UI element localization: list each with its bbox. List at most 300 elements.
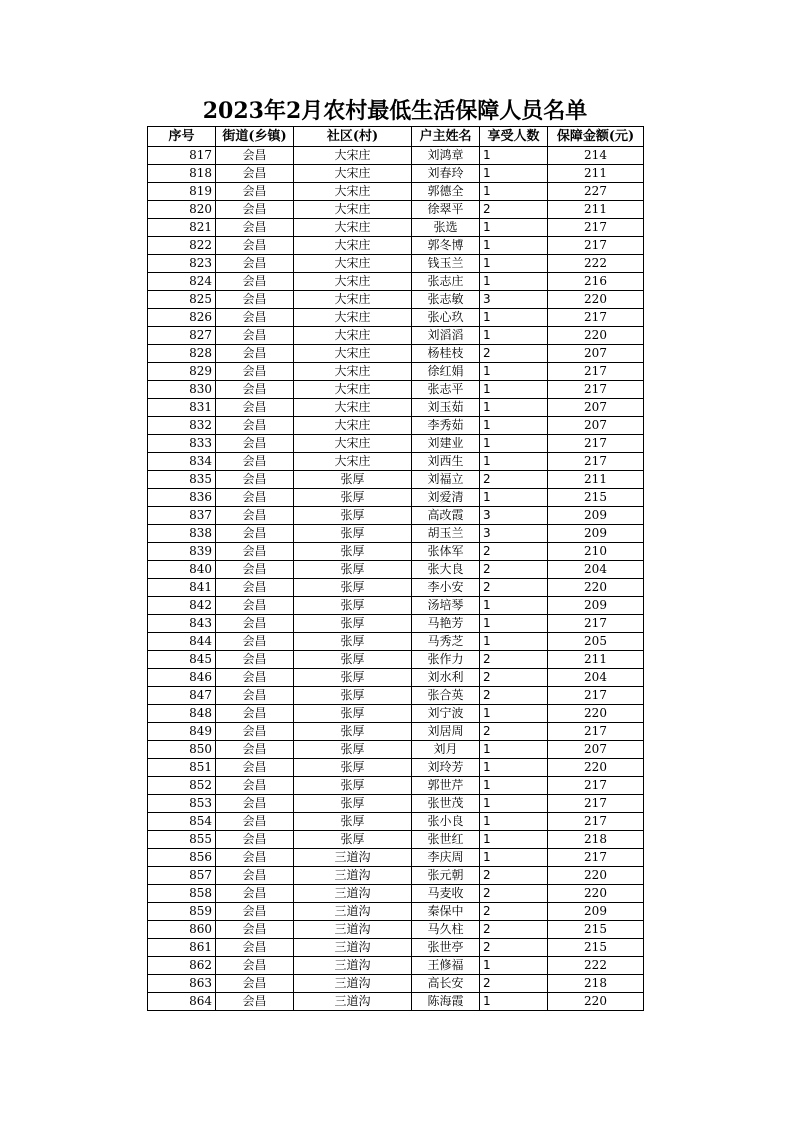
cell-street: 会昌 xyxy=(216,399,294,417)
cell-count: 1 xyxy=(480,993,548,1011)
cell-amount: 217 xyxy=(548,219,644,237)
cell-seq: 849 xyxy=(148,723,216,741)
cell-street: 会昌 xyxy=(216,921,294,939)
table-row xyxy=(148,795,644,813)
cell-name: 刘福立 xyxy=(412,471,480,489)
cell-seq: 834 xyxy=(148,453,216,471)
cell-amount: 214 xyxy=(548,147,644,165)
cell-amount: 217 xyxy=(548,777,644,795)
cell-village: 张厚 xyxy=(294,561,412,579)
cell-count: 1 xyxy=(480,831,548,849)
cell-seq: 843 xyxy=(148,615,216,633)
cell-amount: 220 xyxy=(548,327,644,345)
table-row xyxy=(148,471,644,489)
table-row xyxy=(148,381,644,399)
cell-village: 张厚 xyxy=(294,615,412,633)
cell-amount: 211 xyxy=(548,471,644,489)
cell-name: 高长安 xyxy=(412,975,480,993)
cell-count: 1 xyxy=(480,705,548,723)
cell-name: 刘滔滔 xyxy=(412,327,480,345)
table-row xyxy=(148,507,644,525)
cell-name: 刘水利 xyxy=(412,669,480,687)
cell-street: 会昌 xyxy=(216,165,294,183)
table-row xyxy=(148,579,644,597)
cell-amount: 211 xyxy=(548,165,644,183)
cell-amount: 220 xyxy=(548,705,644,723)
cell-street: 会昌 xyxy=(216,705,294,723)
table-row xyxy=(148,561,644,579)
table-row xyxy=(148,939,644,957)
cell-name: 张志敏 xyxy=(412,291,480,309)
cell-village: 三道沟 xyxy=(294,885,412,903)
cell-count: 2 xyxy=(480,723,548,741)
table-row xyxy=(148,255,644,273)
cell-village: 大宋庄 xyxy=(294,201,412,219)
cell-count: 1 xyxy=(480,273,548,291)
cell-village: 大宋庄 xyxy=(294,345,412,363)
cell-village: 张厚 xyxy=(294,831,412,849)
cell-amount: 217 xyxy=(548,309,644,327)
table-row xyxy=(148,201,644,219)
cell-amount: 217 xyxy=(548,237,644,255)
cell-street: 会昌 xyxy=(216,849,294,867)
cell-seq: 835 xyxy=(148,471,216,489)
cell-seq: 853 xyxy=(148,795,216,813)
cell-street: 会昌 xyxy=(216,543,294,561)
cell-name: 刘建业 xyxy=(412,435,480,453)
cell-seq: 855 xyxy=(148,831,216,849)
cell-amount: 220 xyxy=(548,885,644,903)
cell-count: 2 xyxy=(480,903,548,921)
cell-village: 三道沟 xyxy=(294,903,412,921)
cell-village: 三道沟 xyxy=(294,867,412,885)
cell-count: 2 xyxy=(480,651,548,669)
cell-amount: 204 xyxy=(548,561,644,579)
cell-name: 郭世芹 xyxy=(412,777,480,795)
cell-seq: 817 xyxy=(148,147,216,165)
table-row xyxy=(148,759,644,777)
cell-amount: 220 xyxy=(548,867,644,885)
cell-name: 钱玉兰 xyxy=(412,255,480,273)
cell-amount: 205 xyxy=(548,633,644,651)
cell-village: 大宋庄 xyxy=(294,399,412,417)
cell-seq: 818 xyxy=(148,165,216,183)
cell-name: 张体军 xyxy=(412,543,480,561)
table-row xyxy=(148,921,644,939)
cell-seq: 839 xyxy=(148,543,216,561)
cell-seq: 829 xyxy=(148,363,216,381)
cell-count: 1 xyxy=(480,453,548,471)
cell-street: 会昌 xyxy=(216,237,294,255)
cell-name: 刘春玲 xyxy=(412,165,480,183)
cell-amount: 211 xyxy=(548,201,644,219)
table-row xyxy=(148,633,644,651)
cell-amount: 217 xyxy=(548,615,644,633)
table-row xyxy=(148,723,644,741)
cell-count: 1 xyxy=(480,399,548,417)
cell-name: 郭冬博 xyxy=(412,237,480,255)
cell-street: 会昌 xyxy=(216,795,294,813)
cell-amount: 207 xyxy=(548,417,644,435)
cell-street: 会昌 xyxy=(216,579,294,597)
cell-count: 1 xyxy=(480,759,548,777)
header-name: 户主姓名 xyxy=(412,127,480,147)
cell-street: 会昌 xyxy=(216,633,294,651)
cell-seq: 837 xyxy=(148,507,216,525)
cell-street: 会昌 xyxy=(216,939,294,957)
cell-name: 张志平 xyxy=(412,381,480,399)
cell-amount: 211 xyxy=(548,651,644,669)
cell-street: 会昌 xyxy=(216,903,294,921)
cell-name: 胡玉兰 xyxy=(412,525,480,543)
cell-village: 大宋庄 xyxy=(294,147,412,165)
cell-count: 3 xyxy=(480,525,548,543)
cell-street: 会昌 xyxy=(216,741,294,759)
table-row xyxy=(148,309,644,327)
cell-seq: 836 xyxy=(148,489,216,507)
cell-amount: 217 xyxy=(548,435,644,453)
cell-street: 会昌 xyxy=(216,723,294,741)
cell-village: 大宋庄 xyxy=(294,219,412,237)
cell-village: 张厚 xyxy=(294,633,412,651)
cell-village: 张厚 xyxy=(294,471,412,489)
cell-name: 刘玲芳 xyxy=(412,759,480,777)
cell-amount: 220 xyxy=(548,291,644,309)
cell-village: 张厚 xyxy=(294,651,412,669)
cell-village: 张厚 xyxy=(294,705,412,723)
cell-street: 会昌 xyxy=(216,489,294,507)
cell-street: 会昌 xyxy=(216,867,294,885)
cell-village: 张厚 xyxy=(294,525,412,543)
cell-seq: 842 xyxy=(148,597,216,615)
header-street: 街道(乡镇) xyxy=(216,127,294,147)
table-row xyxy=(148,327,644,345)
cell-village: 大宋庄 xyxy=(294,309,412,327)
cell-village: 张厚 xyxy=(294,489,412,507)
cell-amount: 217 xyxy=(548,687,644,705)
cell-count: 1 xyxy=(480,327,548,345)
cell-street: 会昌 xyxy=(216,255,294,273)
cell-seq: 848 xyxy=(148,705,216,723)
cell-amount: 227 xyxy=(548,183,644,201)
cell-count: 1 xyxy=(480,489,548,507)
cell-name: 陈海霞 xyxy=(412,993,480,1011)
cell-village: 大宋庄 xyxy=(294,435,412,453)
table-row xyxy=(148,705,644,723)
cell-name: 刘西生 xyxy=(412,453,480,471)
cell-count: 1 xyxy=(480,309,548,327)
cell-seq: 826 xyxy=(148,309,216,327)
cell-street: 会昌 xyxy=(216,525,294,543)
table-row xyxy=(148,453,644,471)
cell-village: 三道沟 xyxy=(294,921,412,939)
cell-name: 刘居周 xyxy=(412,723,480,741)
cell-name: 杨桂枝 xyxy=(412,345,480,363)
table-row xyxy=(148,867,644,885)
cell-seq: 822 xyxy=(148,237,216,255)
table-row xyxy=(148,525,644,543)
cell-street: 会昌 xyxy=(216,363,294,381)
cell-name: 张世红 xyxy=(412,831,480,849)
cell-amount: 204 xyxy=(548,669,644,687)
cell-name: 张合英 xyxy=(412,687,480,705)
table-row xyxy=(148,435,644,453)
cell-seq: 847 xyxy=(148,687,216,705)
table-row xyxy=(148,777,644,795)
cell-name: 王修福 xyxy=(412,957,480,975)
table-row xyxy=(148,417,644,435)
cell-street: 会昌 xyxy=(216,885,294,903)
cell-village: 三道沟 xyxy=(294,849,412,867)
cell-street: 会昌 xyxy=(216,309,294,327)
cell-amount: 218 xyxy=(548,831,644,849)
cell-count: 1 xyxy=(480,165,548,183)
cell-amount: 207 xyxy=(548,345,644,363)
cell-count: 1 xyxy=(480,777,548,795)
cell-village: 大宋庄 xyxy=(294,255,412,273)
cell-street: 会昌 xyxy=(216,471,294,489)
cell-name: 张小良 xyxy=(412,813,480,831)
cell-seq: 852 xyxy=(148,777,216,795)
cell-village: 张厚 xyxy=(294,741,412,759)
cell-seq: 841 xyxy=(148,579,216,597)
cell-village: 三道沟 xyxy=(294,957,412,975)
cell-seq: 864 xyxy=(148,993,216,1011)
cell-name: 张大良 xyxy=(412,561,480,579)
table-row xyxy=(148,597,644,615)
cell-count: 1 xyxy=(480,381,548,399)
cell-street: 会昌 xyxy=(216,417,294,435)
cell-street: 会昌 xyxy=(216,201,294,219)
cell-street: 会昌 xyxy=(216,993,294,1011)
cell-street: 会昌 xyxy=(216,183,294,201)
cell-seq: 828 xyxy=(148,345,216,363)
table-row xyxy=(148,615,644,633)
cell-name: 徐红娟 xyxy=(412,363,480,381)
table-row xyxy=(148,975,644,993)
cell-name: 刘鸿章 xyxy=(412,147,480,165)
cell-village: 大宋庄 xyxy=(294,453,412,471)
cell-name: 郭德全 xyxy=(412,183,480,201)
cell-name: 张世亭 xyxy=(412,939,480,957)
cell-amount: 207 xyxy=(548,741,644,759)
table-row xyxy=(148,993,644,1011)
cell-amount: 218 xyxy=(548,975,644,993)
cell-village: 大宋庄 xyxy=(294,165,412,183)
cell-amount: 209 xyxy=(548,903,644,921)
cell-amount: 220 xyxy=(548,579,644,597)
cell-count: 1 xyxy=(480,255,548,273)
cell-name: 张心玖 xyxy=(412,309,480,327)
cell-seq: 863 xyxy=(148,975,216,993)
cell-street: 会昌 xyxy=(216,759,294,777)
cell-count: 1 xyxy=(480,741,548,759)
cell-seq: 838 xyxy=(148,525,216,543)
cell-name: 张作力 xyxy=(412,651,480,669)
cell-seq: 854 xyxy=(148,813,216,831)
cell-village: 张厚 xyxy=(294,669,412,687)
cell-count: 1 xyxy=(480,615,548,633)
cell-name: 马麦收 xyxy=(412,885,480,903)
cell-amount: 215 xyxy=(548,939,644,957)
cell-village: 三道沟 xyxy=(294,939,412,957)
cell-amount: 217 xyxy=(548,381,644,399)
table-row xyxy=(148,885,644,903)
cell-village: 张厚 xyxy=(294,759,412,777)
cell-count: 3 xyxy=(480,507,548,525)
cell-street: 会昌 xyxy=(216,687,294,705)
table-row xyxy=(148,291,644,309)
cell-count: 2 xyxy=(480,561,548,579)
cell-street: 会昌 xyxy=(216,597,294,615)
cell-street: 会昌 xyxy=(216,831,294,849)
cell-seq: 858 xyxy=(148,885,216,903)
table-row xyxy=(148,543,644,561)
page-title: 2023年2月农村最低生活保障人员名单 xyxy=(202,98,588,124)
cell-street: 会昌 xyxy=(216,381,294,399)
cell-seq: 831 xyxy=(148,399,216,417)
table-row xyxy=(148,813,644,831)
cell-village: 三道沟 xyxy=(294,975,412,993)
cell-name: 刘玉茹 xyxy=(412,399,480,417)
cell-name: 张选 xyxy=(412,219,480,237)
cell-name: 马艳芳 xyxy=(412,615,480,633)
table-row xyxy=(148,651,644,669)
cell-count: 1 xyxy=(480,633,548,651)
cell-amount: 217 xyxy=(548,813,644,831)
cell-seq: 861 xyxy=(148,939,216,957)
cell-count: 1 xyxy=(480,435,548,453)
cell-name: 李小安 xyxy=(412,579,480,597)
header-count: 享受人数 xyxy=(480,127,548,147)
cell-village: 张厚 xyxy=(294,543,412,561)
cell-count: 1 xyxy=(480,417,548,435)
cell-count: 3 xyxy=(480,291,548,309)
cell-village: 张厚 xyxy=(294,795,412,813)
table-header-row xyxy=(148,127,644,147)
cell-street: 会昌 xyxy=(216,975,294,993)
table-row xyxy=(148,399,644,417)
cell-street: 会昌 xyxy=(216,957,294,975)
cell-street: 会昌 xyxy=(216,777,294,795)
cell-amount: 217 xyxy=(548,795,644,813)
cell-count: 1 xyxy=(480,795,548,813)
table-row xyxy=(148,849,644,867)
cell-seq: 862 xyxy=(148,957,216,975)
cell-village: 大宋庄 xyxy=(294,381,412,399)
cell-village: 张厚 xyxy=(294,597,412,615)
cell-count: 2 xyxy=(480,975,548,993)
cell-amount: 215 xyxy=(548,921,644,939)
cell-amount: 209 xyxy=(548,507,644,525)
cell-amount: 217 xyxy=(548,453,644,471)
cell-street: 会昌 xyxy=(216,669,294,687)
table-row xyxy=(148,345,644,363)
cell-amount: 207 xyxy=(548,399,644,417)
cell-street: 会昌 xyxy=(216,507,294,525)
cell-village: 三道沟 xyxy=(294,993,412,1011)
cell-amount: 217 xyxy=(548,849,644,867)
cell-seq: 823 xyxy=(148,255,216,273)
cell-amount: 217 xyxy=(548,363,644,381)
cell-amount: 217 xyxy=(548,723,644,741)
cell-count: 1 xyxy=(480,183,548,201)
cell-village: 张厚 xyxy=(294,813,412,831)
cell-amount: 209 xyxy=(548,597,644,615)
cell-name: 马久柱 xyxy=(412,921,480,939)
table-row xyxy=(148,165,644,183)
cell-amount: 220 xyxy=(548,993,644,1011)
cell-count: 2 xyxy=(480,921,548,939)
cell-name: 张志庄 xyxy=(412,273,480,291)
cell-count: 1 xyxy=(480,957,548,975)
cell-count: 1 xyxy=(480,363,548,381)
cell-amount: 209 xyxy=(548,525,644,543)
cell-street: 会昌 xyxy=(216,291,294,309)
cell-name: 刘爱清 xyxy=(412,489,480,507)
cell-seq: 819 xyxy=(148,183,216,201)
table-row xyxy=(148,957,644,975)
cell-name: 秦保中 xyxy=(412,903,480,921)
cell-count: 1 xyxy=(480,219,548,237)
header-seq: 序号 xyxy=(148,127,216,147)
cell-count: 2 xyxy=(480,867,548,885)
cell-amount: 215 xyxy=(548,489,644,507)
table-row xyxy=(148,183,644,201)
cell-street: 会昌 xyxy=(216,219,294,237)
table-row xyxy=(148,741,644,759)
cell-seq: 851 xyxy=(148,759,216,777)
cell-count: 1 xyxy=(480,237,548,255)
cell-name: 张元朝 xyxy=(412,867,480,885)
cell-count: 2 xyxy=(480,471,548,489)
cell-count: 2 xyxy=(480,669,548,687)
cell-name: 徐翠平 xyxy=(412,201,480,219)
table-row xyxy=(148,147,644,165)
cell-amount: 222 xyxy=(548,957,644,975)
cell-amount: 220 xyxy=(548,759,644,777)
table-row xyxy=(148,489,644,507)
cell-street: 会昌 xyxy=(216,435,294,453)
cell-count: 1 xyxy=(480,849,548,867)
cell-seq: 856 xyxy=(148,849,216,867)
cell-street: 会昌 xyxy=(216,327,294,345)
cell-count: 2 xyxy=(480,939,548,957)
table-row xyxy=(148,831,644,849)
header-amount: 保障金额(元) xyxy=(548,127,644,147)
cell-seq: 832 xyxy=(148,417,216,435)
table-row xyxy=(148,237,644,255)
cell-count: 1 xyxy=(480,147,548,165)
cell-village: 张厚 xyxy=(294,777,412,795)
cell-street: 会昌 xyxy=(216,561,294,579)
cell-village: 大宋庄 xyxy=(294,237,412,255)
cell-village: 张厚 xyxy=(294,723,412,741)
cell-village: 大宋庄 xyxy=(294,363,412,381)
cell-seq: 830 xyxy=(148,381,216,399)
cell-seq: 850 xyxy=(148,741,216,759)
cell-seq: 857 xyxy=(148,867,216,885)
cell-name: 张世茂 xyxy=(412,795,480,813)
cell-village: 大宋庄 xyxy=(294,183,412,201)
cell-seq: 833 xyxy=(148,435,216,453)
table-row xyxy=(148,903,644,921)
table-row xyxy=(148,273,644,291)
cell-count: 2 xyxy=(480,543,548,561)
cell-village: 大宋庄 xyxy=(294,327,412,345)
cell-amount: 216 xyxy=(548,273,644,291)
cell-name: 刘宁波 xyxy=(412,705,480,723)
